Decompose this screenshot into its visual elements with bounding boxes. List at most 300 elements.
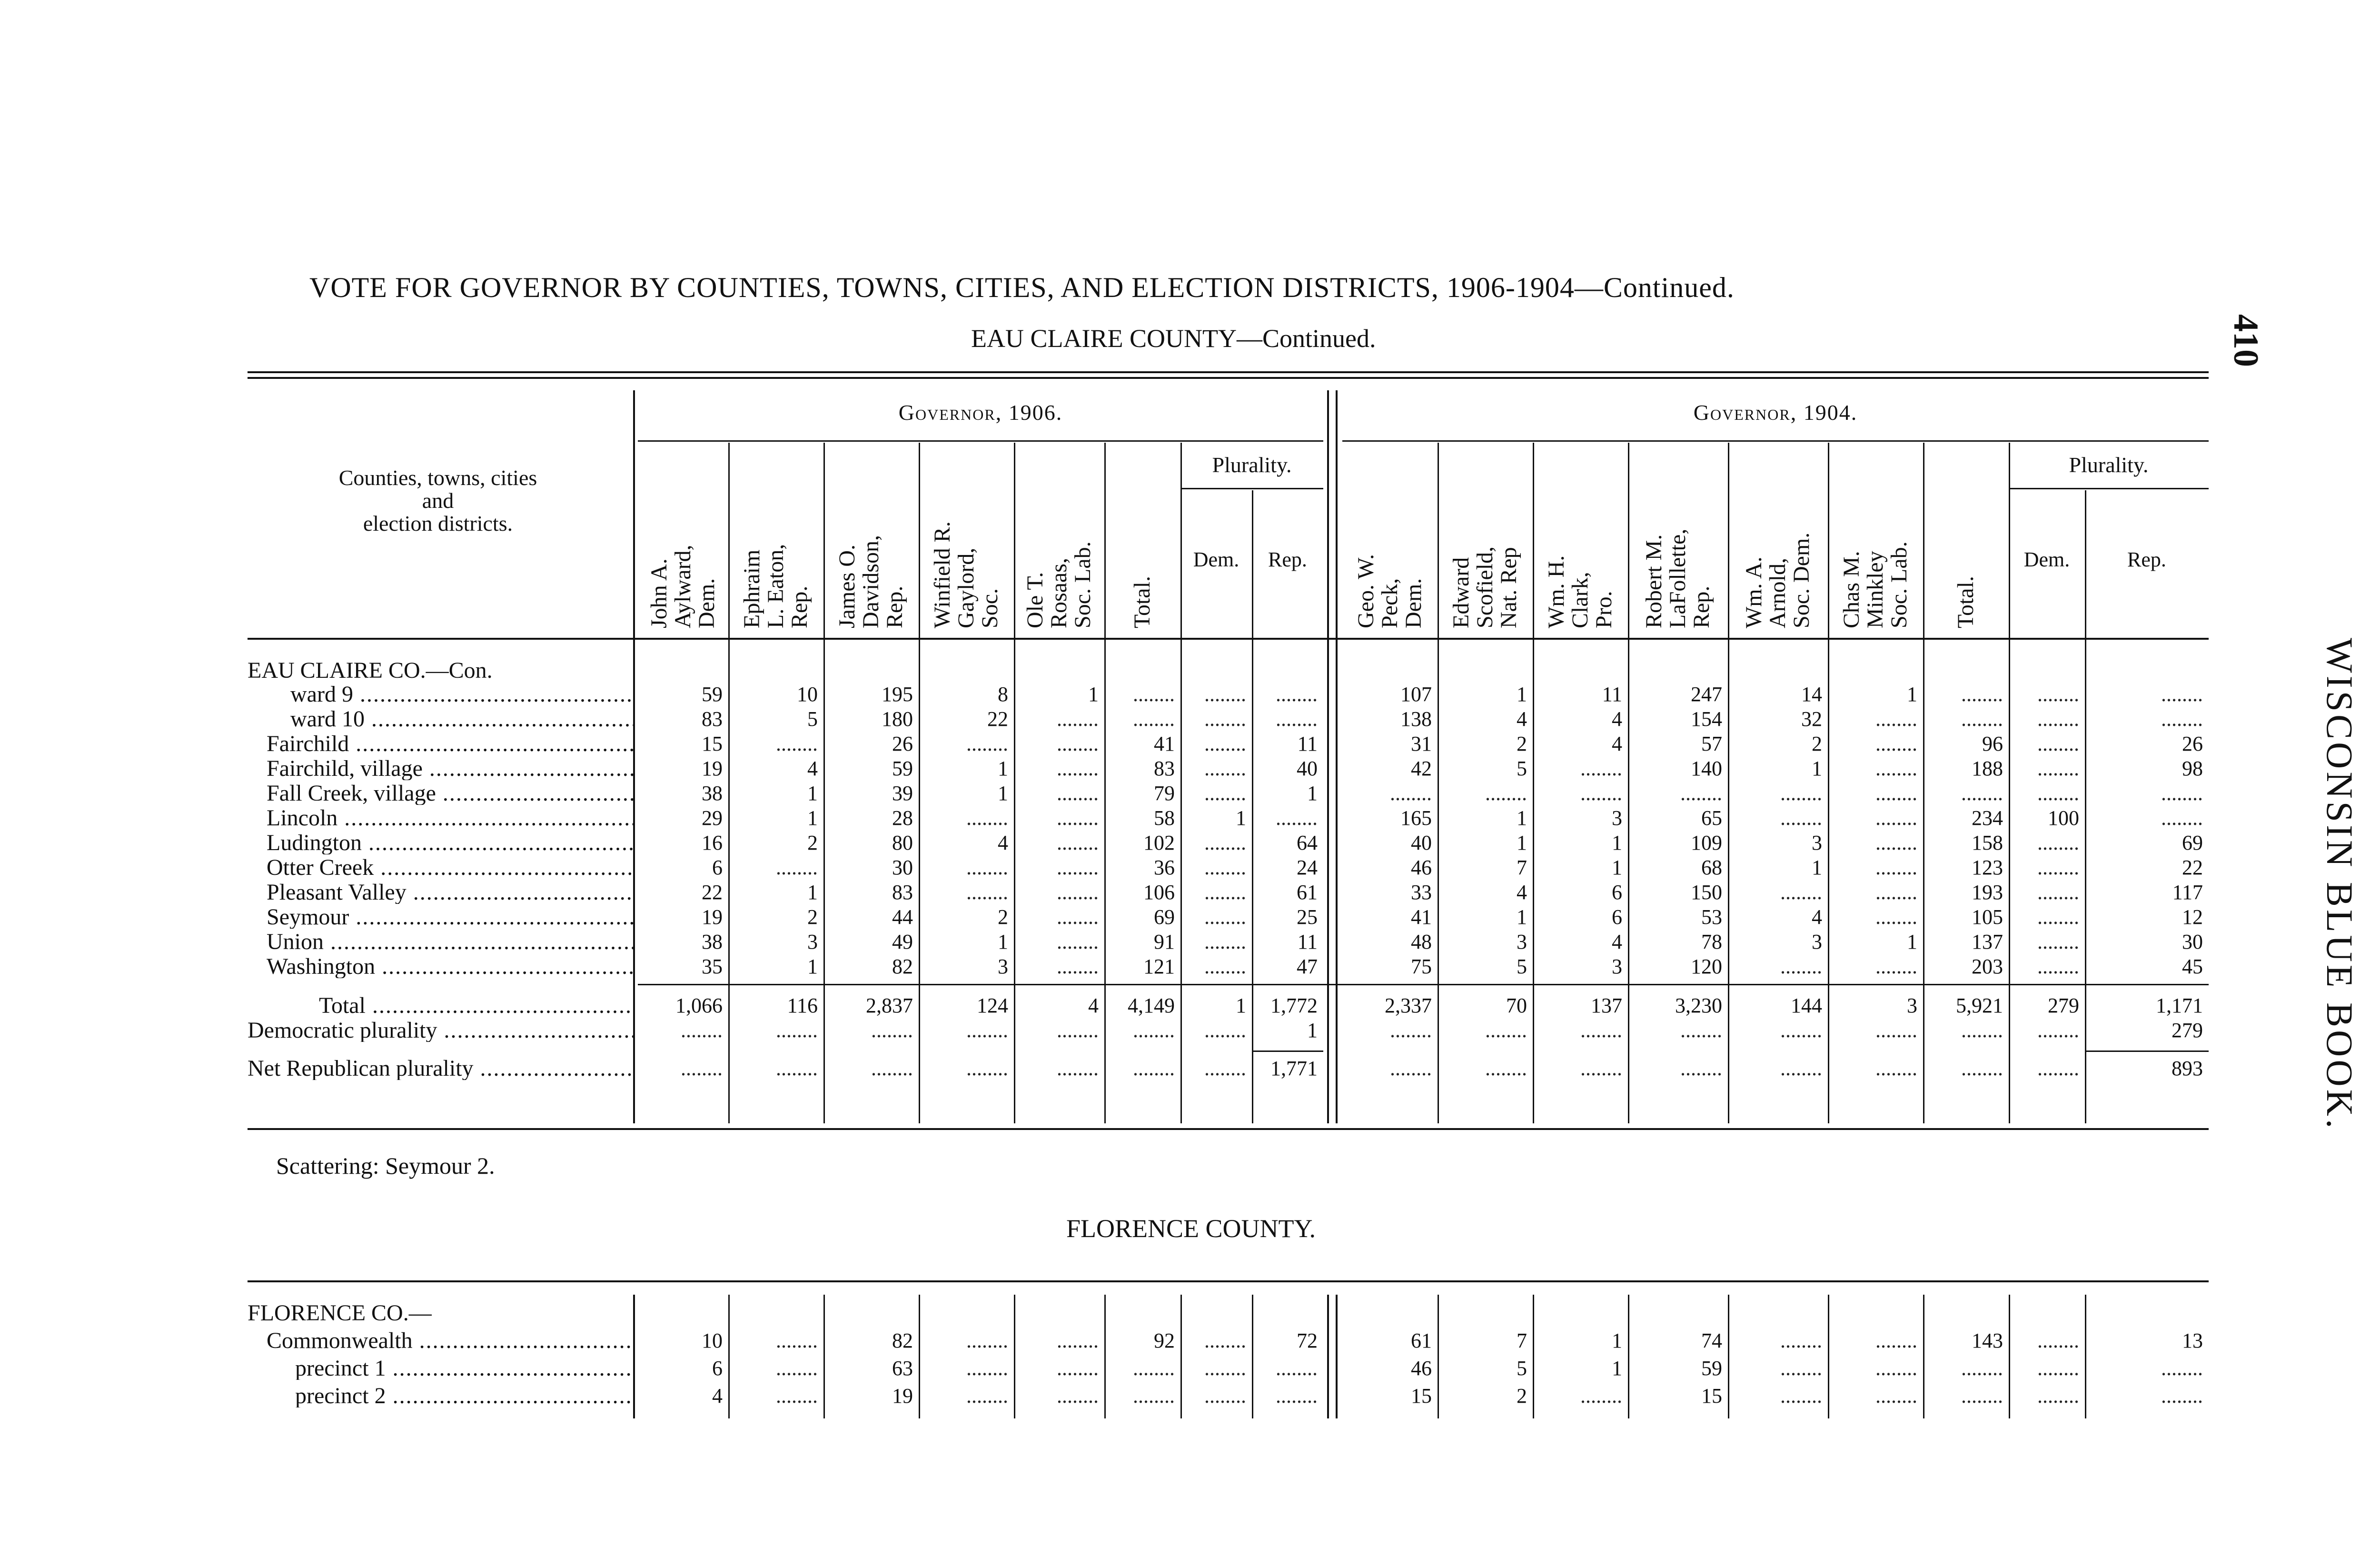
table-cell: 2 [1812, 732, 1822, 755]
column-divider [823, 1295, 825, 1418]
table-cell: 22 [702, 881, 723, 904]
table-cell: 6 [1612, 905, 1622, 929]
table-row [248, 782, 2209, 805]
table-cell [641, 1057, 723, 1080]
column-divider [1438, 1295, 1439, 1418]
table-cell: 40 [1297, 757, 1318, 780]
row-label: Lincoln ..... [248, 807, 633, 830]
table-cell [1017, 1019, 1099, 1042]
column-divider [1014, 1295, 1015, 1418]
table-cell: 79 [1154, 782, 1175, 805]
table-cell: 53 [1701, 905, 1722, 929]
column-header-text [1438, 452, 1533, 628]
table-cell: 279 [2172, 1019, 2203, 1042]
table-cell: 29 [702, 806, 723, 830]
table-cell: 38 [702, 930, 723, 953]
table-cell: 35 [702, 955, 723, 978]
table-cell: 150 [1691, 881, 1722, 904]
county-heading-eau-claire: EAU CLAIRE COUNTY—Continued. [971, 324, 1376, 353]
table-cell [2012, 1357, 2079, 1380]
table-cell [1107, 708, 1175, 731]
table-cell: 59 [892, 757, 913, 780]
table-cell [1831, 832, 1917, 854]
table-cell: 19 [702, 757, 723, 780]
table-cell [2088, 782, 2203, 805]
table-cell: 32 [1801, 707, 1822, 731]
table-cell [1926, 1019, 2003, 1042]
table-cell [2012, 856, 2079, 879]
table-cell: 30 [2182, 930, 2203, 953]
table-cell [2012, 1329, 2079, 1352]
table-cell: 3 [1612, 955, 1622, 978]
table-cell: 11 [1602, 683, 1622, 706]
table-cell: 4,149 [1128, 994, 1175, 1017]
column-header-line: Wm. H. [1544, 555, 1569, 628]
column-header-text [638, 452, 728, 628]
table-cell [731, 1385, 818, 1407]
table-cell: 247 [1691, 683, 1722, 706]
table-cell: 3 [1612, 806, 1622, 830]
column-divider [1180, 443, 1182, 1123]
table-cell: 117 [2172, 881, 2203, 904]
table-cell [1731, 1057, 1822, 1080]
column-header-col-1904-6 [1923, 452, 2009, 628]
table-cell: 33 [1411, 881, 1432, 904]
table-cell: 63 [892, 1357, 913, 1380]
table-cell [1731, 881, 1822, 904]
table-cell: 22 [2182, 856, 2203, 879]
table-cell: 144 [1791, 994, 1822, 1017]
table-cell [826, 1057, 913, 1080]
table-cell: 61 [1297, 881, 1318, 904]
column-header-line: Soc. Lab. [1070, 541, 1095, 628]
table-cell [1345, 782, 1432, 805]
table-cell [1731, 955, 1822, 978]
table-cell: 143 [1972, 1329, 2003, 1352]
row-label: Net Republican plurality ..... [248, 1057, 633, 1080]
table-cell: 1 [1517, 806, 1527, 830]
table-cell [922, 1329, 1008, 1352]
column-divider [2085, 490, 2086, 1123]
table-cell: 48 [1411, 930, 1432, 953]
column-divider [1104, 443, 1106, 1123]
row-label: Fall Creek, village ..... [248, 782, 633, 805]
table-cell: 24 [1297, 856, 1318, 879]
table-cell: 15 [1411, 1384, 1432, 1407]
column-header-line: John A. [646, 558, 672, 628]
table-cell: 124 [977, 994, 1008, 1017]
table-cell [1536, 1057, 1622, 1080]
table-cell [1831, 708, 1917, 731]
table-row [248, 1357, 2209, 1380]
table-cell: 4 [1517, 881, 1527, 904]
table-cell [1831, 782, 1917, 805]
table-cell [1183, 1385, 1246, 1407]
page-number: 410 [2226, 314, 2265, 367]
table-cell: 1 [1236, 806, 1246, 830]
table-cell [1831, 906, 1917, 929]
table-cell [1926, 683, 2003, 706]
table-cell [1183, 1329, 1246, 1352]
table-row [248, 906, 2209, 929]
table-cell [2088, 683, 2203, 706]
table-cell: 1 [1612, 1357, 1622, 1380]
table-cell: 4 [998, 831, 1008, 854]
book-title: WISCONSIN BLUE BOOK. [2319, 638, 2360, 1131]
column-header-line: Wm. A. [1741, 556, 1766, 628]
column-header-col-1906-5 [1104, 452, 1180, 628]
table-cell [2088, 708, 2203, 731]
table-cell [1183, 856, 1246, 879]
column-header-line: Pro. [1591, 591, 1616, 628]
table-cell: 11 [1297, 732, 1318, 755]
column-header-line: Edward [1448, 557, 1474, 628]
table-cell: 5 [807, 707, 818, 731]
column-header-col-1906-1 [728, 452, 823, 628]
table-cell: 78 [1701, 930, 1722, 953]
table-cell: 58 [1154, 806, 1175, 830]
table-cell [1017, 1385, 1099, 1407]
table-cell: 4 [1517, 707, 1527, 731]
table-cell [1731, 1329, 1822, 1352]
column-divider [1533, 443, 1534, 1123]
column-divider [1828, 1295, 1829, 1418]
column-divider [2085, 1295, 2086, 1418]
table-cell: 59 [1701, 1357, 1722, 1380]
row-label: Total ..... [248, 994, 633, 1017]
column-header-line: Dem. [694, 578, 719, 628]
table-cell: 64 [1297, 831, 1318, 854]
table-cell: 2 [1517, 732, 1527, 755]
column-divider [919, 1295, 920, 1418]
table-cell: 15 [1701, 1384, 1722, 1407]
table-cell: 1 [1307, 1019, 1318, 1042]
table-cell [1017, 708, 1099, 731]
table-cell [1183, 832, 1246, 854]
table-cell [2012, 757, 2079, 780]
table-cell [731, 1057, 818, 1080]
page-title: VOTE FOR GOVERNOR BY COUNTIES, TOWNS, CITIES, AND ELECTION DISTRICTS, 1906-1904—Continued. [309, 272, 1735, 303]
table-row [248, 1329, 2209, 1352]
table-cell [731, 1329, 818, 1352]
table-cell: 25 [1297, 905, 1318, 929]
table-cell [1731, 1357, 1822, 1380]
table-cell: 3 [1812, 831, 1822, 854]
column-header-col-1904-0 [1342, 452, 1438, 628]
row-label: precinct 2 ..... [248, 1385, 633, 1407]
table-cell: 10 [797, 683, 818, 706]
column-header-line: Total. [1953, 576, 1978, 628]
table-cell [1107, 1019, 1175, 1042]
table-cell: 41 [1411, 905, 1432, 929]
table-cell: 105 [1972, 905, 2003, 929]
table-cell: 7 [1517, 1329, 1527, 1352]
column-header-line: Clark, [1567, 572, 1593, 628]
table-cell [1440, 1019, 1527, 1042]
table-cell: 106 [1143, 881, 1175, 904]
table-cell [2012, 708, 2079, 731]
table-cell [1440, 1057, 1527, 1080]
column-header-line: Robert M. [1641, 534, 1666, 628]
table-cell: 42 [1411, 757, 1432, 780]
table-cell [2012, 733, 2079, 755]
column-divider [1728, 443, 1729, 1123]
table-cell: 3 [1907, 994, 1917, 1017]
column-divider [1533, 1295, 1534, 1418]
table-cell [1183, 1057, 1246, 1080]
table-cell: 68 [1701, 856, 1722, 879]
table-cell: 69 [1154, 905, 1175, 929]
table-cell: 44 [892, 905, 913, 929]
table-cell: 2 [807, 831, 818, 854]
table-cell [731, 733, 818, 755]
table-row [248, 994, 2209, 1017]
column-header-text [1728, 452, 1828, 628]
table-cell [1107, 1357, 1175, 1380]
table-cell: 137 [1591, 994, 1622, 1017]
table-cell: 5,921 [1956, 994, 2003, 1017]
table-cell: 46 [1411, 856, 1432, 879]
column-header-line: Geo. W. [1353, 554, 1378, 628]
column-header-text [1923, 452, 2009, 628]
table-cell: 39 [892, 782, 913, 805]
column-divider [1252, 1295, 1253, 1418]
column-header-line: Aylward, [670, 545, 695, 628]
column-divider [1180, 1295, 1182, 1418]
table-cell [1926, 1385, 2003, 1407]
table-cell: 19 [892, 1384, 913, 1407]
table-cell [1831, 955, 1917, 978]
column-header-line: Chas M. [1839, 551, 1864, 628]
table-cell: 5 [1517, 955, 1527, 978]
table-cell: 38 [702, 782, 723, 805]
table-cell [1831, 757, 1917, 780]
table-cell: 1 [1517, 831, 1527, 854]
table-cell: 4 [1612, 732, 1622, 755]
row-heading-line-1: Counties, towns, cities [338, 466, 537, 490]
table-cell: 83 [892, 881, 913, 904]
table-cell: 4 [1612, 930, 1622, 953]
row-label: FLORENCE CO.— [248, 1302, 432, 1325]
table-cell [2012, 683, 2079, 706]
table-cell: 6 [1612, 881, 1622, 904]
table-cell: 1 [1517, 905, 1527, 929]
table-row [248, 1057, 2209, 1080]
table-cell: 123 [1972, 856, 2003, 879]
table-cell: 22 [987, 707, 1008, 731]
table-cell [922, 1385, 1008, 1407]
table-cell: 70 [1506, 994, 1527, 1017]
table-cell [1183, 708, 1246, 731]
column-header-text [1628, 452, 1728, 628]
table-cell [922, 1357, 1008, 1380]
table-cell: 16 [702, 831, 723, 854]
table-cell: 1 [807, 806, 818, 830]
column-header-line: Minkley [1863, 551, 1888, 628]
table-cell: 234 [1972, 806, 2003, 830]
row-label: precinct 1 ..... [248, 1357, 633, 1380]
table-cell: 82 [892, 955, 913, 978]
table-cell: 107 [1400, 683, 1432, 706]
table-cell: 3 [1812, 930, 1822, 953]
column-header-text [728, 452, 823, 628]
table-cell [1017, 1057, 1099, 1080]
table-cell: 1 [1236, 994, 1246, 1017]
table-cell: 195 [882, 683, 913, 706]
table-cell: 1 [807, 782, 818, 805]
table-cell [1536, 757, 1622, 780]
table-cell: 5 [1517, 757, 1527, 780]
table-cell [1017, 906, 1099, 929]
table-cell [1183, 1357, 1246, 1380]
column-header-text [1104, 452, 1180, 628]
rep-header-1906: Rep. [1268, 548, 1307, 571]
table-cell: 193 [1972, 881, 2003, 904]
table-cell [1255, 1385, 1318, 1407]
table-row [248, 955, 2209, 978]
column-header-line: Ole T. [1022, 572, 1048, 628]
table-cell: 91 [1154, 930, 1175, 953]
column-divider [1628, 1295, 1629, 1418]
table-cell: 4 [712, 1384, 723, 1407]
column-header-line: Rep. [787, 585, 812, 628]
table-cell: 2 [1517, 1384, 1527, 1407]
table-cell [1831, 1357, 1917, 1380]
table-cell [1831, 1057, 1917, 1080]
table-cell [2012, 906, 2079, 929]
table-cell [1831, 1329, 1917, 1352]
table-cell [1831, 807, 1917, 830]
table-cell: 2 [807, 905, 818, 929]
table-cell: 893 [2172, 1057, 2203, 1080]
table-cell: 1,066 [675, 994, 723, 1017]
table-cell: 10 [702, 1329, 723, 1352]
table-cell [1107, 1057, 1175, 1080]
table-cell: 2,337 [1385, 994, 1432, 1017]
table-cell [1183, 881, 1246, 904]
column-header-line: Soc. Lab. [1886, 541, 1912, 628]
column-header-col-1904-1 [1438, 452, 1533, 628]
table-cell [1926, 1357, 2003, 1380]
row-label: Fairchild, village ..... [248, 757, 633, 780]
table-cell [1255, 708, 1318, 731]
table-cell: 165 [1400, 806, 1432, 830]
table-cell [1926, 1057, 2003, 1080]
table-cell: 1 [1812, 757, 1822, 780]
column-header-col-1904-3 [1628, 452, 1728, 628]
table-cell: 3,230 [1675, 994, 1722, 1017]
column-header-text [1533, 452, 1628, 628]
table-cell [731, 856, 818, 879]
table-cell [1831, 856, 1917, 879]
table-cell: 1 [1812, 856, 1822, 879]
table-cell: 13 [2182, 1329, 2203, 1352]
column-divider [2009, 1295, 2010, 1418]
column-header-line: LaFollette, [1665, 528, 1690, 628]
table-cell: 120 [1691, 955, 1722, 978]
table-row [248, 1019, 2209, 1042]
table-row [248, 807, 2209, 830]
table-cell: 19 [702, 905, 723, 929]
table-cell [1926, 708, 2003, 731]
group-header-1906: Governor, 1906. [898, 400, 1063, 425]
table-cell: 61 [1411, 1329, 1432, 1352]
table-cell: 3 [1517, 930, 1527, 953]
column-divider [2009, 443, 2010, 1123]
table-cell: 30 [892, 856, 913, 879]
table-cell [1107, 683, 1175, 706]
table-cell [1017, 931, 1099, 953]
table-cell: 4 [1612, 707, 1622, 731]
table-cell: 28 [892, 806, 913, 830]
table-cell: 1 [1612, 856, 1622, 879]
table-row [248, 683, 2209, 706]
table-cell [1831, 1385, 1917, 1407]
column-header-col-1904-5 [1828, 452, 1923, 628]
column-header-text [1014, 452, 1104, 628]
table-cell [1017, 1357, 1099, 1380]
table-cell: 15 [702, 732, 723, 755]
table-cell: 140 [1691, 757, 1722, 780]
row-label: Ludington ..... [248, 832, 633, 854]
table-cell: 3 [998, 955, 1008, 978]
table-cell: 14 [1801, 683, 1822, 706]
table-cell: 65 [1701, 806, 1722, 830]
table-cell: 1 [998, 930, 1008, 953]
column-header-col-1906-2 [823, 452, 919, 628]
table-cell: 8 [998, 683, 1008, 706]
table-cell [1731, 807, 1822, 830]
table-cell: 1 [1907, 683, 1917, 706]
row-label: Otter Creek ..... [248, 856, 633, 879]
column-divider [728, 1295, 730, 1418]
column-header-line: Soc. Dem. [1789, 532, 1814, 628]
table-cell [731, 1357, 818, 1380]
plurality-header-1906: Plurality. [1212, 453, 1292, 477]
table-cell: 1,771 [1270, 1057, 1318, 1080]
table-cell: 83 [1154, 757, 1175, 780]
table-cell [1831, 1019, 1917, 1042]
table-cell [922, 856, 1008, 879]
table-cell [1440, 782, 1527, 805]
table-cell: 1 [1307, 782, 1318, 805]
table-cell: 4 [1088, 994, 1099, 1017]
table-cell: 102 [1143, 831, 1175, 854]
table-cell [1731, 782, 1822, 805]
table-cell: 1 [807, 881, 818, 904]
row-label: Union ..... [248, 931, 633, 953]
table-cell [1017, 757, 1099, 780]
table-cell [2012, 1385, 2079, 1407]
table-cell [2012, 832, 2079, 854]
table-cell [1536, 1385, 1622, 1407]
table-cell [1183, 782, 1246, 805]
rep-header-1904: Rep. [2127, 548, 2166, 571]
table-cell [922, 807, 1008, 830]
table-cell: 154 [1691, 707, 1722, 731]
table-row [248, 733, 2209, 755]
row-label: Washington ..... [248, 955, 633, 978]
column-header-line: Rosaas, [1046, 558, 1071, 628]
table-cell [2012, 931, 2079, 953]
table-cell [922, 881, 1008, 904]
table-cell [1017, 856, 1099, 879]
column-header-text [919, 452, 1014, 628]
table-cell: 1 [1517, 683, 1527, 706]
table-cell [1731, 1385, 1822, 1407]
table-cell: 1 [1612, 1329, 1622, 1352]
row-label: Commonwealth ..... [248, 1329, 633, 1352]
